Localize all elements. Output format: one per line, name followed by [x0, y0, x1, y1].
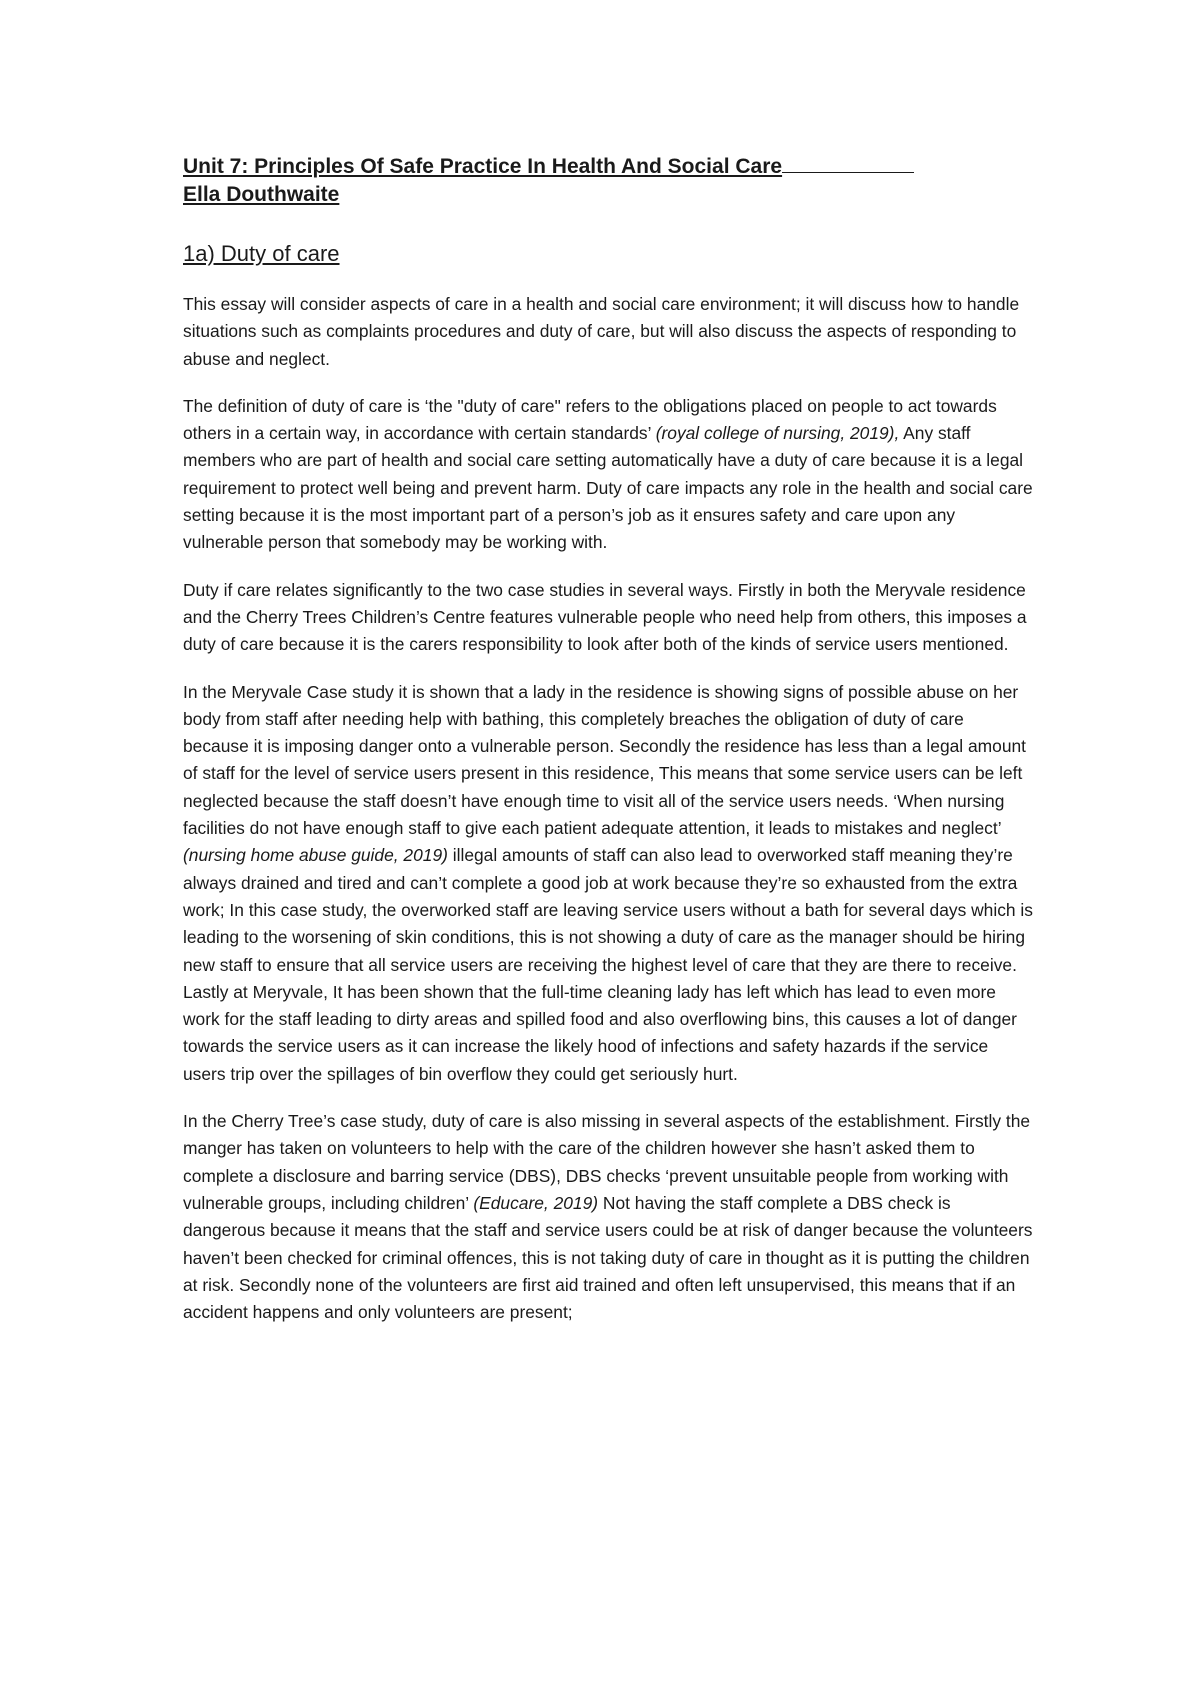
document-author: Ella Douthwaite — [183, 183, 340, 206]
citation-rcn: (royal college of nursing, 2019), — [655, 423, 900, 444]
paragraph-cherry-trees-text-a: In the Cherry Tree’s case study, duty of care is also missing in several aspects of the establishment. Firstly the manger has taken on volunteers to help with the care of the children however she hasn’t asked them to complete a disclosure and barring service (DBS), DBS checks ‘prevent unsuitable people from working with vulnerable groups, including children’ — [183, 1111, 1031, 1213]
paragraph-case-studies — [183, 577, 1033, 659]
section-heading: 1a) Duty of care — [183, 241, 340, 266]
paragraph-cherry-trees-text-b: Not having the staff complete a DBS check is dangerous because it means that the staff and service users could be at risk of danger because the volunteers haven’t been checked for criminal offences, this is not taking duty of care in thought as it is putting the children at risk. Secondly none of the volunteers are first aid trained and often left unsupervised, this means that if an accident happens and only volunteers are present; — [183, 1192, 1033, 1323]
paragraph-definition-text-b: Any staff members who are part of health and social care setting automatically have a duty of care because it is a legal requirement to protect well being and prevent harm. Duty of care impacts any role in the health and social care setting because it is the most important part of a person’s job as it ensures safety and care upon any vulnerable person that somebody may be working with. — [183, 423, 1033, 553]
paragraph-intro-text: This essay will consider aspects of care in a health and social care environment; it will discuss how to handle situations such as complaints procedures and duty of care, but will also discuss the aspects of responding to abuse and neglect. — [183, 294, 1020, 369]
paragraph-definition — [183, 393, 1033, 557]
paragraph-intro — [183, 291, 1033, 373]
citation-educare: (Educare, 2019) — [473, 1192, 599, 1213]
paragraph-definition-text-a: The definition of duty of care is ‘the "duty of care" refers to the obligations placed on people to act towards others in a certain way, in accordance with certain standards’ — [183, 395, 997, 444]
document-title: Unit 7: Principles Of Safe Practice In Health And Social Care — [183, 155, 783, 178]
title-underline-filler — [782, 152, 914, 173]
paragraph-meryvale — [183, 679, 1033, 1088]
citation-nursing-home: (nursing home abuse guide, 2019) — [183, 845, 448, 866]
document-body — [183, 152, 1033, 1326]
paragraph-cherry-trees — [183, 1108, 1033, 1326]
paragraph-meryvale-text-b: illegal amounts of staff can also lead to overworked staff meaning they’re always drained and tired and can’t complete a good job at work because they’re so exhausted from the extra work; In this case study, the overworked staff are leaving service users without a bath for several days which is leading to the worsening of skin conditions, this is not showing a duty of care as the manager should be hiring new staff to ensure that all service users are receiving the highest level of care that they are there to receive. Lastly at Meryvale, It has been shown that the full-time cleaning lady has left which has lead to even more work for the staff leading to dirty areas and spilled food and also overflowing bins, this causes a lot of danger towards the service users as it can increase the likely hood of infections and safety hazards if the service users trip over the spillages of bin overflow they could get seriously hurt. — [183, 845, 1033, 1084]
paragraph-case-studies-text: Duty if care relates significantly to the two case studies in several ways. Firstly in both the Meryvale residence and the Cherry Trees Children’s Centre features vulnerable people who need help from others, this imposes a duty of care because it is the carers responsibility to look after both of the kinds of service users mentioned. — [183, 579, 1027, 655]
paragraph-meryvale-text-a: In the Meryvale Case study it is shown that a lady in the residence is showing signs of possible abuse on her body from staff after needing help with bathing, this completely breaches the obligation of duty of care because it is imposing danger onto a vulnerable person. Secondly the residence has less than a legal amount of staff for the level of service users present in this residence, This means that some service users can be left neglected because the staff doesn’t have enough time to visit all of the service users needs. ‘When nursing facilities do not have enough staff to give each patient adequate attention, it leads to mistakes and neglect’ — [183, 681, 1027, 839]
document-title-line — [183, 152, 1033, 181]
